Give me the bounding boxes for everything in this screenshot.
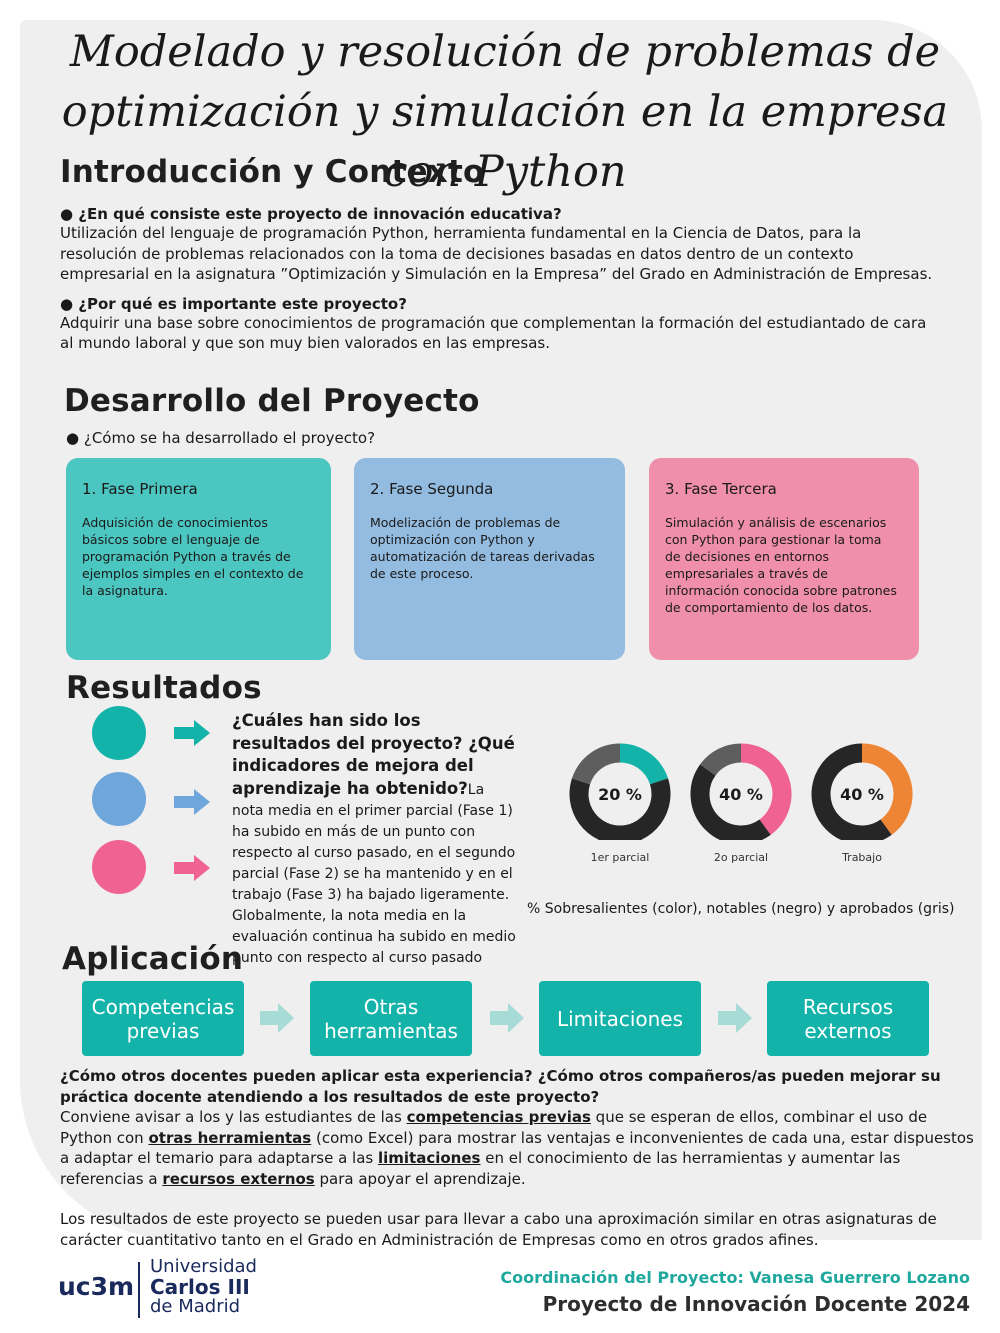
aplicacion-question: ¿Cómo otros docentes pueden aplicar esta experiencia? ¿Cómo otros compañeros/as pueden mejorar su práctica docente atendiendo a los resultados de este proyecto? [60,1067,941,1106]
donut-charts [560,740,930,840]
phase-body: Simulación y análisis de escenarios con Python para gestionar la toma de decisiones en entornos empresariales a través de información conocida sobre patrones de comportamiento de los datos. [665,515,897,615]
chart-legend: % Sobresalientes (color), notables (negro) y aprobados (gris) [527,901,955,917]
pink-circle-marker [92,840,146,894]
logo-divider [138,1262,140,1318]
donut-slice-aprobados [581,753,620,781]
resultados-question: ¿Cuáles han sido los resultados del proyecto? ¿Qué indicadores de mejora del aprendizaje ha obtenido? [232,711,515,798]
donut-center-label: 40 % [840,785,884,804]
phase-card-1 [66,458,331,660]
resultados-heading: Resultados [66,670,262,706]
phase-card-2 [354,458,625,660]
donut-label-3: Trabajo [842,851,882,864]
aplicacion-paragraph-1: Conviene avisar a los y las estudiantes de las competencias previas que se esperan de ellos, combinar el uso de Python con otras herramientas (como Excel) para mostrar las ventajas e inconvenientes de cada una, estar dispuestos a adaptar el temario para adaptarse a las limitaciones en el conocimiento de las herramientas y aumentar las referencias a recursos externos para apoyar el aprendizaje. [60,1108,974,1188]
desarrollo-question: ● ¿Cómo se ha desarrollado el proyecto? [66,429,376,447]
phase-title: 2. Fase Segunda [370,480,494,498]
donut-center-label: 20 % [598,785,642,804]
phase-title: 1. Fase Primera [82,480,198,498]
intro-heading: Introducción y Contexto [60,154,485,190]
desarrollo-heading: Desarrollo del Proyecto [64,383,480,419]
donut-slice-aprobados [708,753,741,770]
donut-label-1: 1er parcial [590,851,650,864]
process-arrow-icon [260,1003,294,1033]
step-box-3: Limitaciones [539,981,701,1056]
phase-title: 3. Fase Tercera [665,480,777,498]
step-box-2: Otras herramientas [310,981,472,1056]
intro-question-2: ● ¿Por qué es importante este proyecto? [60,294,407,313]
donut-slice-sobresalientes [620,753,659,781]
university-logo: Universidad Carlos III de Madrid [150,1256,257,1317]
poster-title: Modelado y resolución de problemas de optimización y simulación en la empresa con Python [61,27,949,197]
resultados-body: La nota media en el primer parcial (Fase 1) ha subido en más de un punto con respecto al curso pasado, en el segundo parcial (Fase 2) se ha mantenido y en el trabajo (Fase 3) ha bajado ligeramente. Globalmente, la nota media en la evaluación continua ha subido en medio punto con respecto al curso pasado [232,781,516,966]
project-text: Proyecto de Innovación Docente 2024 [542,1292,970,1316]
aplicacion-paragraph-2: Los resultados de este proyecto se pueden usar para llevar a cabo una aproximación similar en otras asignaturas de carácter cuantitativo tanto en el Grado en Administración de Empresas como en otros grados afines. [60,1210,937,1249]
donut-label-2: 2o parcial [713,851,769,864]
coordination-text: Coordinación del Proyecto: Vanesa Guerrero Lozano [500,1268,970,1287]
uc3m-logo-short: uc3m [58,1272,135,1301]
teal-arrow-icon [174,720,210,746]
process-arrow-icon [490,1003,524,1033]
intro-answer-2: Adquirir una base sobre conocimientos de programación que complementan la formación del estudiantado de cara al mundo laboral y que son muy bien valorados en las empresas. [60,313,927,352]
phase-card-3 [649,458,919,660]
intro-answer-1: Utilización del lenguaje de programación Python, herramienta fundamental en la Ciencia de Datos, para la resolución de problemas relacionados con la toma de decisiones basadas en datos dentro de un contexto empresarial en la asignatura ”Optimización y Simulación en la Empresa” del Grado en Administración de Empresas. [60,224,933,283]
pink-arrow-icon [174,855,210,881]
blue-arrow-icon [174,789,210,815]
teal-circle-marker [92,706,146,760]
phase-body: Modelización de problemas de optimización con Python y automatización de tareas derivadas de este proceso. [370,515,595,581]
process-arrow-icon [718,1003,752,1033]
blue-circle-marker [92,772,146,826]
step-box-4: Recursos externos [767,981,929,1056]
step-box-1: Competencias previas [82,981,244,1056]
aplicacion-heading: Aplicación [62,941,244,977]
phase-body: Adquisición de conocimientos básicos sobre el lenguaje de programación Python a través de ejemplos simples en el contexto de la asignatura. [82,515,304,598]
intro-question-1: ● ¿En qué consiste este proyecto de innovación educativa? [60,205,562,223]
donut-center-label: 40 % [719,785,763,804]
